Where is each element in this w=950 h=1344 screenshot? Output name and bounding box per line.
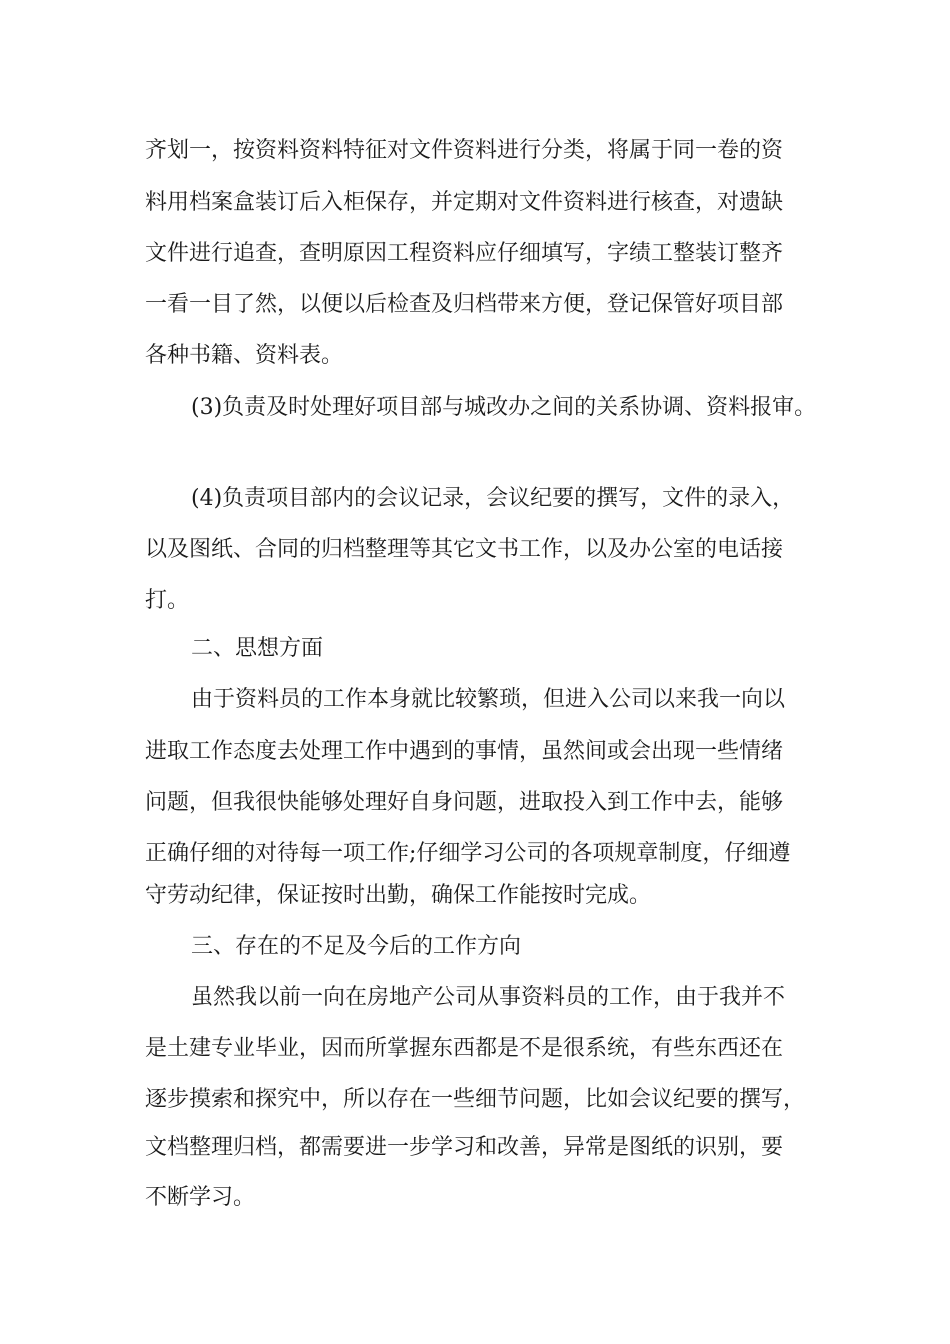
paragraph-3-line-1: (4)负责项目部内的会议记录，会议纪要的撰写，文件的录入， <box>191 486 795 511</box>
paragraph-2-line-1: (3)负责及时处理好项目部与城改办之间的关系协调、资料报审。 <box>191 395 817 420</box>
paragraph-1-line-1: 齐划一，按资料资料特征对文件资料进行分类，将属于同一卷的资 <box>145 138 784 163</box>
paragraph-5-line-1: 虽然我以前一向在房地产公司从事资料员的工作，由于我并不 <box>191 985 786 1010</box>
section-heading-shortcomings: 三、存在的不足及今后的工作方向 <box>191 934 522 959</box>
paragraph-1-line-5: 各种书籍、资料表。 <box>145 343 344 368</box>
paragraph-5-line-2: 是土建专业毕业，因而所掌握东西都是不是很系统，有些东西还在 <box>145 1036 784 1061</box>
paragraph-3-line-2: 以及图纸、合同的归档整理等其它文书工作，以及办公室的电话接 <box>145 537 784 562</box>
paragraph-4-line-5: 守劳动纪律，保证按时出勤，确保工作能按时完成。 <box>145 883 652 908</box>
paragraph-4-line-2: 进取工作态度去处理工作中遇到的事情，虽然间或会出现一些情绪 <box>145 739 784 764</box>
paragraph-1-line-4: 一看一目了然，以便以后检查及归档带来方便，登记保管好项目部 <box>145 292 784 317</box>
paragraph-1-line-2: 料用档案盒装订后入柜保存，并定期对文件资料进行核查，对遗缺 <box>145 190 784 215</box>
paragraph-4-line-3: 问题，但我很快能够处理好自身问题，进取投入到工作中去，能够 <box>145 790 784 815</box>
paragraph-1-line-3: 文件进行追查，查明原因工程资料应仔细填写，字绩工整装订整齐 <box>145 241 784 266</box>
paragraph-5-line-5: 不断学习。 <box>145 1185 256 1210</box>
paragraph-4-line-4: 正确仔细的对待每一项工作;仔细学习公司的各项规章制度，仔细遵 <box>145 841 791 866</box>
paragraph-4-line-1: 由于资料员的工作本身就比较繁琐，但进入公司以来我一向以 <box>191 687 786 712</box>
section-heading-thinking: 二、思想方面 <box>191 636 324 661</box>
paragraph-5-line-3: 逐步摸索和探究中，所以存在一些细节问题，比如会议纪要的撰写， <box>145 1087 806 1112</box>
paragraph-5-line-4: 文档整理归档，都需要进一步学习和改善，异常是图纸的识别，要 <box>145 1135 784 1160</box>
paragraph-3-line-3: 打。 <box>145 588 190 613</box>
